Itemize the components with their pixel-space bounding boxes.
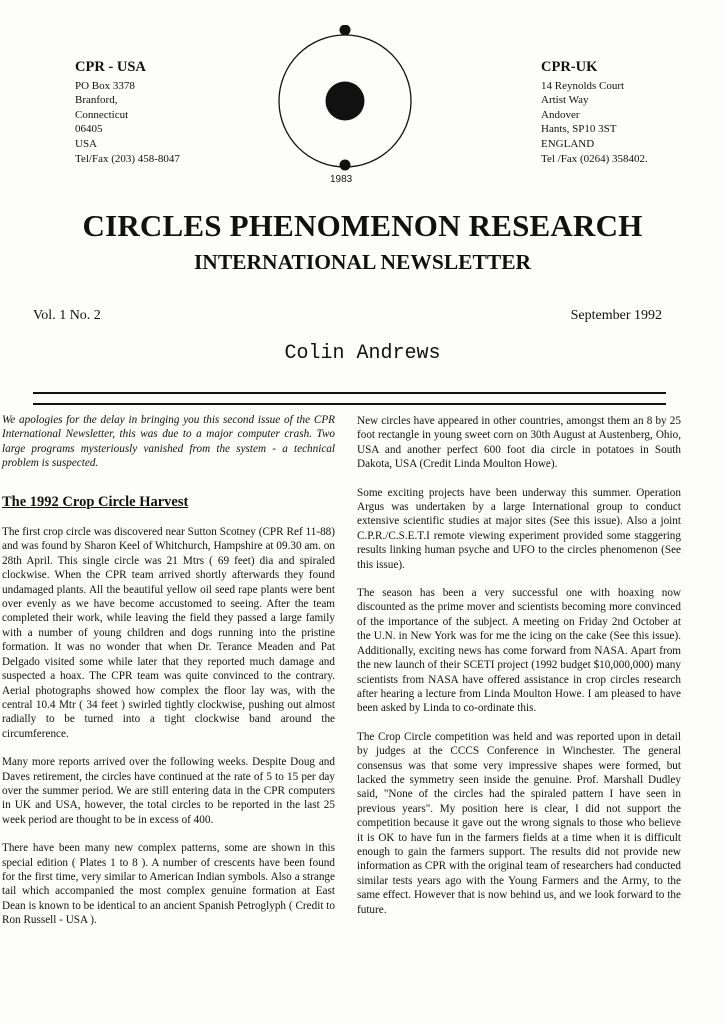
address-line: Branford, (75, 94, 118, 107)
address-line: 14 Reynolds Court (541, 79, 625, 92)
address-line: ENGLAND (541, 137, 595, 150)
issue-date: September 1992 (570, 308, 662, 323)
address-line: 06405 (75, 123, 103, 136)
address-line: Connecticut (75, 108, 129, 121)
divider (33, 392, 666, 394)
article-paragraph: Many more reports arrived over the following weeks. Despite Doug and Daves retirement, the circles have continued at the rate of 5 to 15 per day over the summer period. We are still entering data in the CPR computers in UK and USA, however, the total circles to be reported in the last 25 week period are thought to be in excess of 400. (2, 756, 335, 826)
section-heading: The 1992 Crop Circle Harvest (2, 493, 189, 510)
cpr-uk-address (541, 60, 648, 166)
newsletter-subtitle: INTERNATIONAL NEWSLETTER (193, 250, 532, 274)
address-line: USA (75, 137, 98, 150)
article-paragraph: The season has been a very successful one with hoaxing now discounted as the prime mover and scientists becoming more convinced of the importance of the subject. A meeting on Friday 2nd October at the U.N. in New York was for me the icing on the cake (See this issue). Additionally, exciting news has come forward from NASA. Apart from the new launch of their SCETI project (1992 budget $10,000,000) many scientists from NASA have offered assistance in crop circles research after hearing a lecture from Linda Moulton Howe. I am pleased to have been asked by Linda to co-ordinate this. (357, 587, 681, 715)
newsletter-title: CIRCLES PHENOMENON RESEARCH (82, 208, 643, 243)
article-paragraph: Some exciting projects have been underway this summer. Operation Argus was undertaken by a large International group to conduct extensive scientific studies at major sites (See this issue). Also a joint C.P.R./C.S.E.T.I remote viewing experiment provided some staggering results linking human psyche and UFO to the circles phenomenon (See this issue). (357, 486, 681, 571)
address-line: Tel /Fax (0264) 358402. (541, 152, 648, 165)
divider (33, 403, 666, 405)
address-line: Tel/Fax (203) 458-8047 (75, 152, 180, 165)
cpr-usa-address (75, 60, 180, 166)
cpr-logo-icon (273, 25, 417, 175)
apology-note: We apologies for the delay in bringing you this second issue of the CPR International Newsletter, this was due to a major computer crash. Two large programs mysteriously vanished from the system - a technical problem is suspected. (2, 414, 335, 470)
author-name: Colin Andrews (284, 342, 441, 365)
article-paragraph: There have been many new complex patterns, some are shown in this special edition ( Plates 1 to 8 ). A number of crescents have been found for the first time, very similar to American Indian symbols. Also a strange tail which accompanied the most complex genuine formation at East Dean is known to be identical to an ancient Spanish Petroglyph ( Credit to Ron Russell - USA ). (2, 842, 335, 927)
article-paragraph: The Crop Circle competition was held and was reported upon in detail by judges at the CCCS Conference in Winchester. The general consensus was that some very impressive shapes were formed, but lacked the symmetry seen inside the genuine. Prof. Marshall Dudley said, "None of the circles had the spiraled pattern I have seen in previous years". My position here is clear, I did not support the competition because it gave out the wrong signals to those who believe it is OK to have fun in the farmers fields at a time when it is difficult enough to gain the farmers support. The results did not provide new information as CPR with the original team of researchers had conducted similar tests years ago with the Young Farmers and the Army, to the same effect. However that is now behind us, and we look forward to the future. (357, 730, 681, 916)
article-paragraph: The first crop circle was discovered near Sutton Scotney (CPR Ref 11-88) and was found by Sharon Keel of Whitchurch, Hampshire at 09.30 am. on 28th April. This single circle was 21 Mtrs ( 69 feet) dia and spiraled clockwise. When the CPR team arrived shortly afterwards they found undamaged plants. All the beautiful yellow oil seed rape plants were bent over evenly as we have become accustomed to seeing. After the team completed their work, while leaving the field they passed a large family with a number of young children and dogs running into the pristine formation. It was no wonder that when Dr. Terance Meaden and Pat Delgado visited some while later that they reported much damage and suspected a hoax. The CPR team was quite convinced to the contrary. Aerial photographs showed how complex the floor lay was, with the central 10.4 Mtr ( 34 feet ) swirled tightly clockwise, pushing out almost radially to be turned into a tight clockwise band around the circumference. (2, 526, 335, 740)
cpr-usa-title: CPR - USA (75, 59, 146, 75)
logo-year: 1983 (330, 174, 353, 185)
address-line: Andover (541, 108, 580, 121)
right-column (357, 414, 681, 931)
cpr-uk-title: CPR-UK (541, 59, 598, 75)
article-paragraph: New circles have appeared in other countries, amongst them an 8 by 25 foot rectangle in young sweet corn on 30th August at Austenberg, Ohio, USA and another perfect 600 foot dia circle in potatoes in South Dakota, USA (Credit Linda Moulton Howe). (357, 415, 681, 471)
address-line: Artist Way (541, 94, 589, 107)
address-line: Hants, SP10 3ST (541, 123, 617, 136)
left-column (2, 413, 335, 942)
address-line: PO Box 3378 (75, 79, 135, 92)
volume-number: Vol. 1 No. 2 (33, 308, 101, 323)
